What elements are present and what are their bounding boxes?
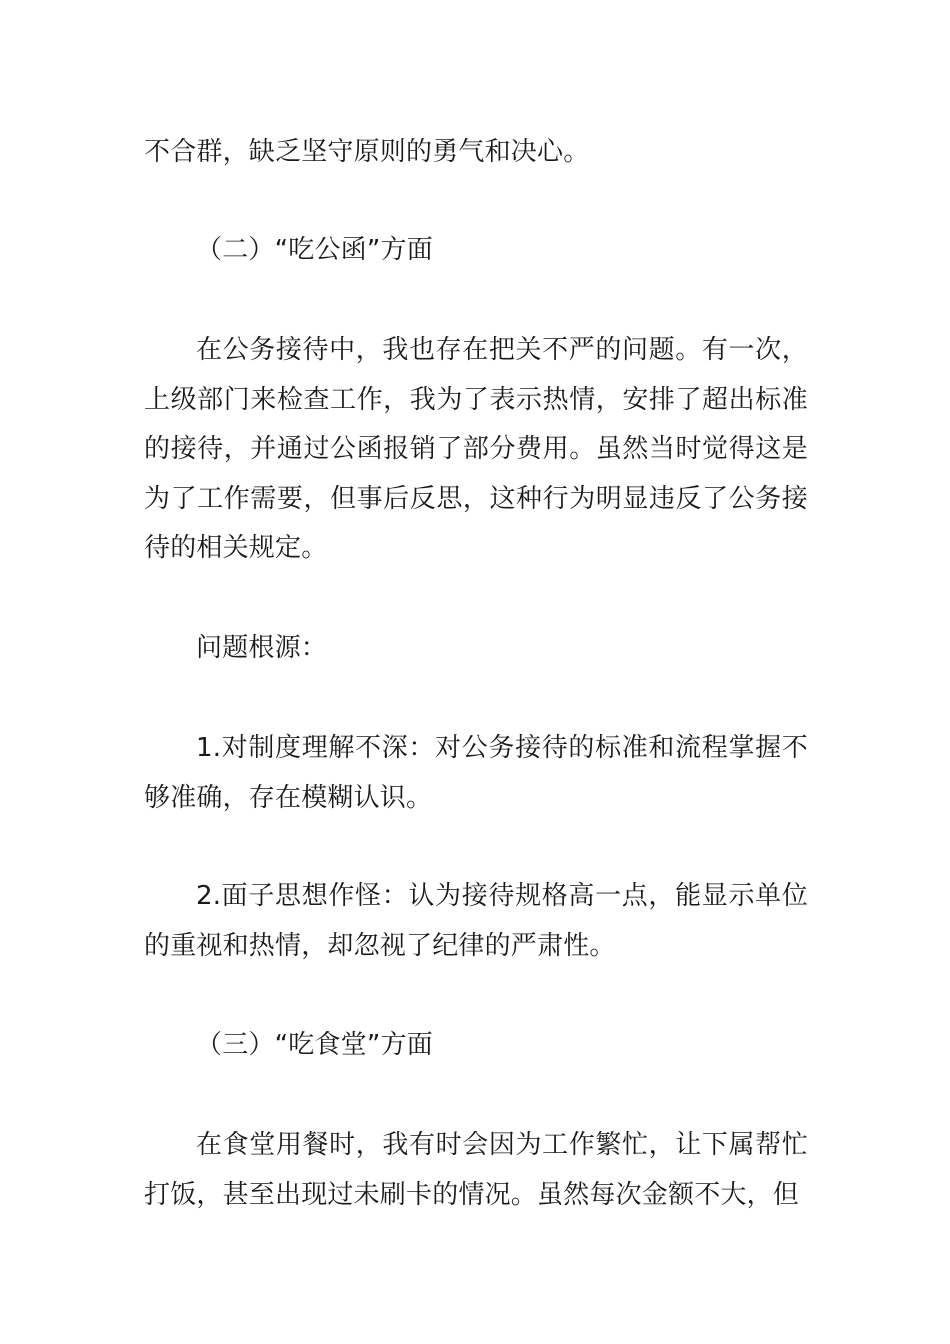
section-heading-2: （二）“吃公函”方面 bbox=[196, 235, 433, 265]
paragraph-official-reception: 在公务接待中，我也存在把关不严的问题。有一次，上级部门来检查工作，我为了表示热情，安排了超出标准的接待，并通过公函报销了部分费用。虽然当时觉得这是为了工作需要，但事后反思，这种行为明显违反了公务接待的相关规定。 bbox=[144, 335, 808, 563]
paragraph-canteen: 在食堂用餐时，我有时会因为工作繁忙，让下属帮忙打饭，甚至出现过未刷卡的情况。虽然每次金额不大，但 bbox=[144, 1130, 808, 1210]
paragraph-continuation: 不合群，缺乏坚守原则的勇气和决心。 bbox=[144, 137, 590, 167]
root-cause-item-1: 1.对制度理解不深：对公务接待的标准和流程掌握不够准确，存在模糊认识。 bbox=[144, 733, 808, 813]
problem-roots-label: 问题根源： bbox=[196, 633, 328, 663]
root-cause-item-2: 2.面子思想作怪：认为接待规格高一点，能显示单位的重视和热情，却忽视了纪律的严肃性。 bbox=[144, 881, 808, 961]
section-heading-3: （三）“吃食堂”方面 bbox=[196, 1030, 433, 1060]
